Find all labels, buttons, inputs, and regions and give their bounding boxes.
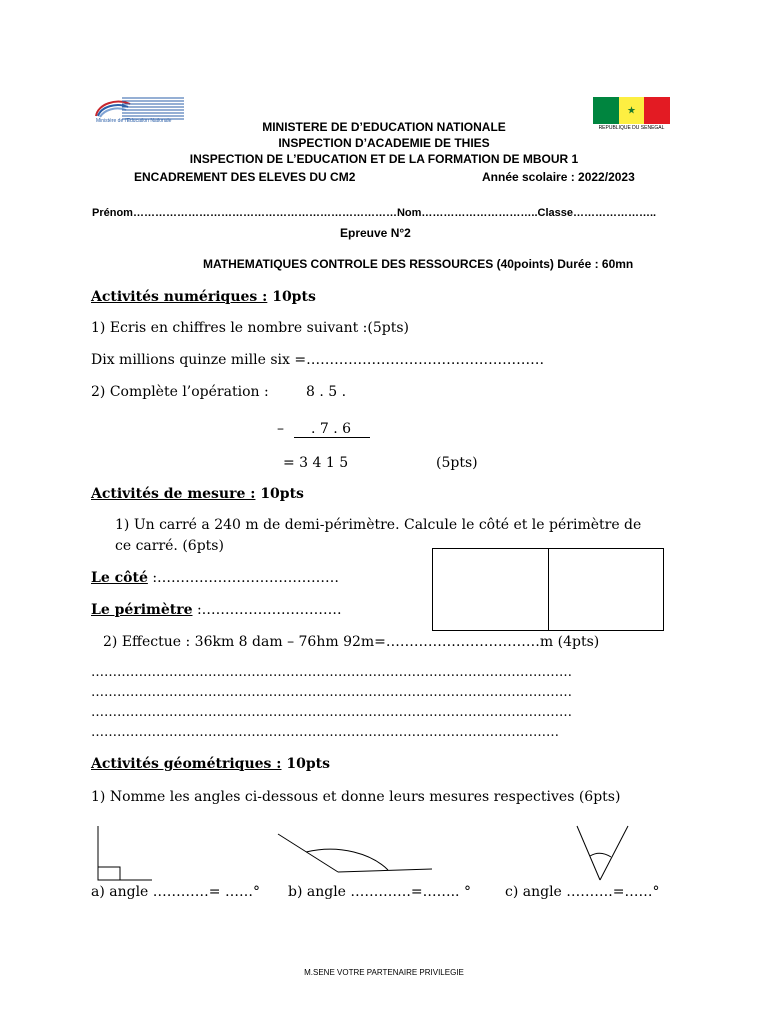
numeric-section-title <box>91 289 316 305</box>
footer-credit: M.SENE VOTRE PARTENAIRE PRIVILEGIE <box>304 968 464 977</box>
header-inspection: INSPECTION DE L’EDUCATION ET DE LA FORMATION DE MBOUR 1 <box>189 152 579 166</box>
numeric-q1: 1) Ecris en chiffres le nombre suivant :(5pts) <box>91 320 410 336</box>
answer-line-3: ………………………………………………………………………………………………… <box>91 705 572 720</box>
numeric-title: Activités numériques : <box>91 289 268 305</box>
answer-box <box>432 548 664 631</box>
header-academy: INSPECTION D’ACADEMIE DE THIES <box>278 136 490 150</box>
measure-q1-line1: 1) Un carré a 240 m de demi-périmètre. Calcule le côté et le périmètre de <box>115 517 642 533</box>
numeric-q1-answer-line: Dix millions quinze mille six =…………………………………………… <box>91 352 545 368</box>
angle-figures <box>90 822 650 884</box>
operation-result: = 3 4 1 5 <box>283 455 349 471</box>
measure-title: Activités de mesure : <box>91 486 256 502</box>
geometry-title: Activités géométriques : <box>91 756 282 772</box>
answer-line-4: ……………………………………………………………………………………………… <box>91 725 559 740</box>
answer-line-2: ………………………………………………………………………………………………… <box>91 685 572 700</box>
numeric-q2: 2) Complète l’opération : <box>91 384 269 400</box>
measure-q1-line2: ce carré. (6pts) <box>115 538 224 554</box>
operation-row-1: 8 . 5 . <box>306 384 347 400</box>
operation-rule <box>294 437 370 438</box>
star-icon: ★ <box>627 105 636 116</box>
angle-a-answer: a) angle …………= ……° <box>91 884 260 900</box>
measure-q2: 2) Effectue : 36km 8 dam – 76hm 92m=……………………………m (4pts) <box>103 634 600 650</box>
angle-c-answer: c) angle ……….=……° <box>505 884 660 900</box>
measure-points: 10pts <box>260 486 304 502</box>
side-dots: :………………………………… <box>152 570 340 586</box>
header-encadrement: ENCADREMENT DES ELEVES DU CM2 <box>134 170 356 184</box>
answer-box-divider <box>548 549 549 630</box>
obtuse-angle-figure <box>278 834 432 872</box>
geometry-points: 10pts <box>286 756 330 772</box>
identity-line: Prénom………………………………………………………………Nom…………………………..Classe………………….. <box>92 207 657 219</box>
perimeter-answer-row <box>91 602 342 618</box>
ministry-logo-caption: Ministère de l'Education Nationale <box>96 118 172 124</box>
school-year: Année scolaire : 2022/2023 <box>482 170 635 184</box>
side-label: Le côté <box>91 570 148 586</box>
epreuve-number: Epreuve N°2 <box>340 226 411 240</box>
subject-title: MATHEMATIQUES CONTROLE DES RESSOURCES (40points) Durée : 60mn <box>203 257 634 271</box>
operation-minus: – <box>277 421 284 437</box>
header-ministry: MINISTERE DE D’EDUCATION NATIONALE <box>262 120 506 134</box>
side-answer-row <box>91 570 339 586</box>
geometry-q1: 1) Nomme les angles ci-dessous et donne leurs mesures respectives (6pts) <box>91 789 621 805</box>
measure-section-title <box>91 486 304 502</box>
operation-row-2: . 7 . 6 <box>311 421 352 437</box>
perimeter-label: Le périmètre <box>91 602 193 618</box>
geometry-section-title <box>91 756 330 772</box>
perimeter-dots: :………………………… <box>196 602 342 618</box>
numeric-points: 10pts <box>272 289 316 305</box>
answer-line-1: ………………………………………………………………………………………………… <box>91 665 572 680</box>
angle-b-answer: b) angle ………….=…….. ° <box>288 884 471 900</box>
flag-caption: REPUBLIQUE DU SENEGAL <box>598 125 665 131</box>
acute-angle-figure <box>577 826 628 880</box>
operation-points: (5pts) <box>436 455 478 471</box>
right-angle-figure <box>98 826 152 880</box>
